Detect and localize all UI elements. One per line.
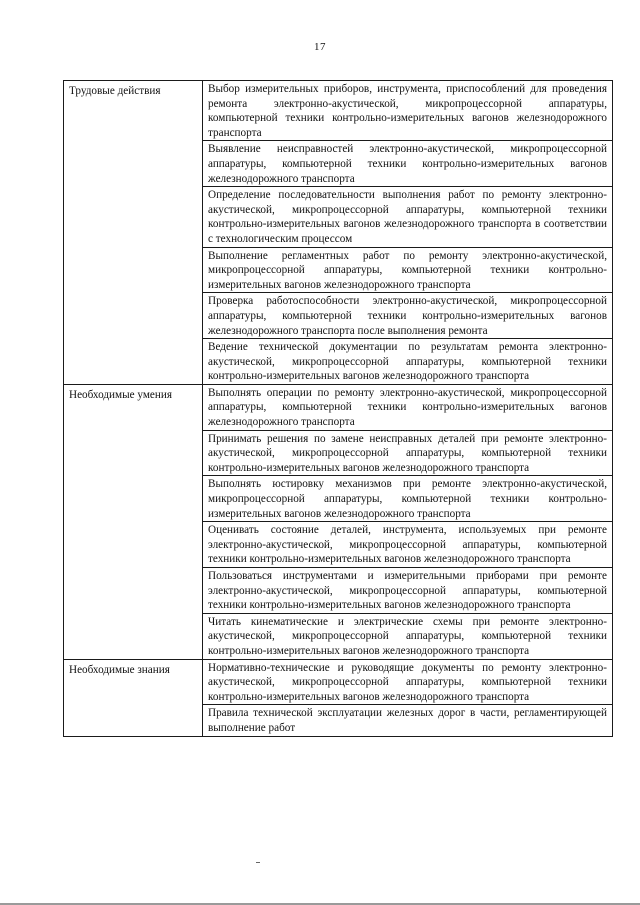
table-cell-item: Нормативно-технические и руководящие документы по ремонту электронно-акустической, микропроцессорной аппаратуры, компьютерной техники контрольно-измерительных вагонов железнодорожного транспорта <box>203 659 613 705</box>
table-cell-item: Выявление неисправностей электронно-акустической, микропроцессорной аппаратуры, компьютерной техники контрольно-измерительных вагонов железнодорожного транспорта <box>203 141 613 187</box>
table-cell-item: Выполнять юстировку механизмов при ремонте электронно-акустической, микропроцессорной аппаратуры, компьютерной техники контрольно-измерительных вагонов железнодорожного транспорта <box>203 476 613 522</box>
category-cell-required-skills: Необходимые умения <box>64 384 203 659</box>
table-cell-item: Правила технической эксплуатации железных дорог в части, регламентирующей выполнение работ <box>203 705 613 736</box>
table-cell-item: Читать кинематические и электрические схемы при ремонте электронно-акустической, микропроцессорной аппаратуры, компьютерной техники контрольно-измерительных вагонов железнодорожного транспорта <box>203 613 613 659</box>
category-cell-required-knowledge: Необходимые знания <box>64 659 203 736</box>
table-row <box>64 384 613 430</box>
scan-dot <box>256 862 260 863</box>
page-number: 17 <box>314 41 326 53</box>
table-cell-item: Проверка работоспособности электронно-акустической, микропроцессорной аппаратуры, компьютерной техники контрольно-измерительных вагонов железнодорожного транспорта после выполнения ремонта <box>203 293 613 339</box>
table-cell-item: Оценивать состояние деталей, инструмента, используемых при ремонте электронно-акустической, микропроцессорной аппаратуры, компьютерной техники контрольно-измерительных вагонов железнодорожного транспорта <box>203 522 613 568</box>
table-row <box>64 659 613 705</box>
table-cell-item: Ведение технической документации по результатам ремонта электронно-акустической, микропроцессорной аппаратуры, компьютерной техники контрольно-измерительных вагонов железнодорожного транспорта <box>203 339 613 385</box>
table-cell-item: Принимать решения по замене неисправных деталей при ремонте электронно-акустической, микропроцессорной аппаратуры, компьютерной техники контрольно-измерительных вагонов железнодорожного транспорта <box>203 430 613 476</box>
table-cell-item: Пользоваться инструментами и измерительными приборами при ремонте электронно-акустической, микропроцессорной аппаратуры, компьютерной техники контрольно-измерительных вагонов железнодорожного транспорта <box>203 568 613 614</box>
table-cell-item: Выбор измерительных приборов, инструмента, приспособлений для проведения ремонта электронно-акустической, микропроцессорной аппаратуры, компьютерной техники контрольно-измерительных вагонов железнодорожного транспорта <box>203 81 613 141</box>
table-cell-item: Выполнение регламентных работ по ремонту электронно-акустической, микропроцессорной аппаратуры, компьютерной техники контрольно-измерительных вагонов железнодорожного транспорта <box>203 247 613 293</box>
table-cell-item: Определение последовательности выполнения работ по ремонту электронно-акустической, микропроцессорной аппаратуры, компьютерной техники контрольно-измерительных вагонов железнодорожного транспорта в соответствии с технологическим процессом <box>203 187 613 247</box>
table-cell-item: Выполнять операции по ремонту электронно-акустической, микропроцессорной аппаратуры, компьютерной техники контрольно-измерительных вагонов железнодорожного транспорта <box>203 384 613 430</box>
table-row <box>64 81 613 141</box>
category-cell-labor-actions: Трудовые действия <box>64 81 203 385</box>
qualification-table <box>63 80 613 737</box>
